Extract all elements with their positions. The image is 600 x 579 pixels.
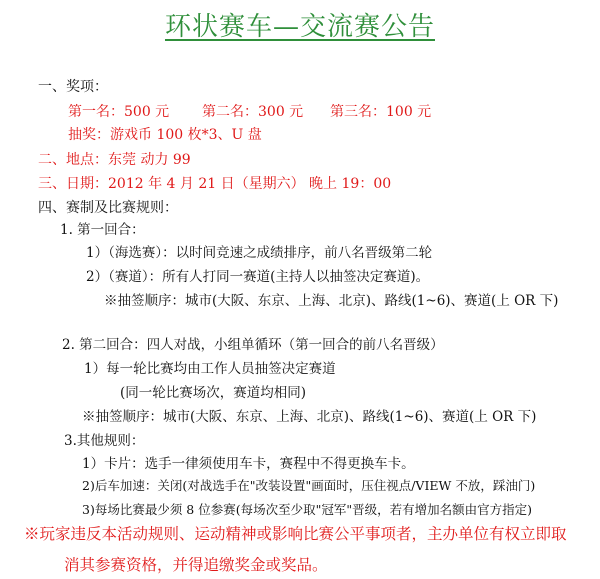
rules-heading: 四、赛制及比赛规则： (38, 200, 178, 216)
other-rule-catchup: 2)后车加速：关闭(对战选手在"改装设置"画面时，压住视点/VIEW 不放，踩油门) (82, 478, 536, 493)
prize-second: 第二名：300 元 (202, 104, 304, 120)
round1-item2: 2）（赛道）：所有人打同一赛道(主持人以抽签决定赛道)。 (86, 269, 430, 285)
prizes-heading: 一、奖项： (38, 79, 108, 95)
prize-lottery: 抽奖：游戏币 100 枚*3、U 盘 (68, 127, 262, 143)
page-title: 环状赛车—交流赛公告 (164, 12, 435, 42)
round1-draw-order: ※抽签顺序：城市(大阪、东京、上海、北京)、路线(1~6)、赛道(上 OR 下) (104, 293, 559, 309)
round2-heading: 2. 第二回合：四人对战，小组单循环（第一回合的前八名晋级） (62, 337, 444, 353)
notice-line-2: 消其参赛资格，并得追缴奖金或奖品。 (64, 556, 328, 574)
location-line: 二、地点：东莞 动力 99 (38, 152, 191, 168)
prize-first: 第一名：500 元 (68, 104, 170, 120)
prize-third: 第三名：100 元 (330, 104, 432, 120)
notice-line-1: ※玩家违反本活动规则、运动精神或影响比赛公平事项者，主办单位有权立即取 (24, 525, 567, 543)
other-rules-heading: 3.其他规则： (64, 433, 145, 449)
round2-draw-order: ※抽签顺序：城市(大阪、东京、上海、北京)、路线(1~6)、赛道(上 OR 下) (82, 409, 537, 425)
other-rule-min-players: 3)每场比赛最少须 8 位参赛(每场次至少取"冠军"晋级，若有增加名额由官方指定) (82, 502, 532, 517)
round1-item1: 1）（海选赛）：以时间竞速之成绩排序，前八名晋级第二轮 (86, 245, 433, 261)
other-rule-cards: 1）卡片：选手一律须使用车卡，赛程中不得更换车卡。 (82, 456, 415, 472)
round1-heading: 1. 第一回合： (60, 222, 145, 238)
round2-item1-sub: (同一轮比赛场次，赛道均相同) (120, 385, 307, 401)
round2-item1: 1）每一轮比赛均由工作人员抽签决定赛道 (84, 361, 336, 377)
date-line: 三、日期：2012 年 4 月 21 日（星期六） 晚上 19：00 (38, 176, 392, 192)
